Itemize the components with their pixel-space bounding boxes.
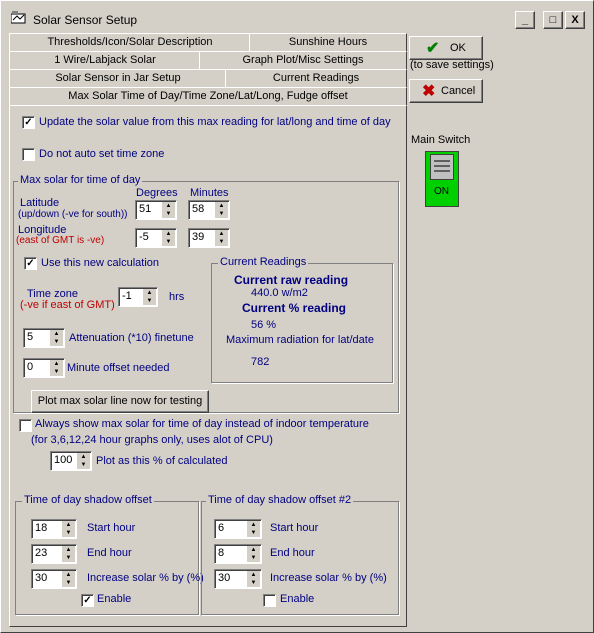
no-auto-timezone-label: Do not auto set time zone [39, 148, 165, 160]
current-readings-group-label: Current Readings [220, 256, 307, 268]
longitude-note: (east of GMT is -ve) [16, 235, 105, 246]
spinner-arrows[interactable]: ▲ ▼ [162, 230, 175, 246]
cancel-button[interactable] [409, 79, 483, 103]
tab-sunshine-hours[interactable]: Sunshine Hours [249, 33, 407, 51]
shadow-offset-1-label: Time of day shadow offset [24, 494, 152, 506]
shadow2-end-spinner[interactable] [214, 544, 262, 564]
cancel-x-icon: ✖ [422, 83, 436, 100]
shadow1-end-value: 23 [35, 547, 48, 559]
shadow2-end-label: End hour [270, 547, 315, 559]
longitude-degrees-value: -5 [139, 231, 149, 243]
attenuation-spinner[interactable] [23, 328, 65, 348]
tab-thresholds[interactable]: Thresholds/Icon/Solar Description [9, 33, 251, 51]
plot-max-solar-button[interactable]: Plot max solar line now for testing [31, 390, 209, 413]
ok-note: (to save settings) [410, 59, 494, 71]
pct-reading-value: 56 % [251, 319, 277, 331]
timezone-label: Time zone [27, 288, 78, 300]
spinner-arrows[interactable]: ▲ ▼ [247, 571, 260, 587]
latitude-label: Latitude [20, 197, 60, 209]
switch-lever [430, 154, 454, 180]
shadow2-start-value: 6 [218, 522, 225, 534]
plot-percent-spinner[interactable] [50, 451, 92, 471]
tab-current-readings[interactable]: Current Readings [225, 69, 407, 87]
max-radiation-title: Maximum radiation for lat/date [226, 334, 374, 346]
minute-offset-spinner[interactable] [23, 358, 65, 378]
shadow1-increase-label: Increase solar % by (%) [87, 572, 204, 584]
use-new-calculation-label: Use this new calculation [41, 257, 160, 269]
shadow1-start-spinner[interactable] [31, 519, 77, 539]
shadow2-start-label: Start hour [270, 522, 319, 534]
shadow1-enable-label: Enable [97, 593, 132, 605]
latitude-note: (up/down (-ve for south)) [18, 209, 128, 220]
update-solar-checkbox[interactable]: ✓ [22, 116, 35, 129]
minute-offset-label: Minute offset needed [67, 362, 170, 374]
cancel-label: Cancel [441, 85, 476, 97]
attenuation-label: Attenuation (*10) finetune [69, 332, 194, 344]
tab-sensor-in-jar[interactable]: Solar Sensor in Jar Setup [9, 69, 227, 87]
spinner-arrows[interactable]: ▲ ▼ [247, 546, 260, 562]
shadow2-enable-checkbox[interactable] [263, 594, 276, 607]
degrees-header: Degrees [136, 187, 178, 199]
window-title: Solar Sensor Setup [33, 13, 138, 27]
plot-percent-label: Plot as this % of calculated [96, 455, 228, 467]
main-switch-label: Main Switch [411, 134, 471, 146]
ok-button[interactable] [409, 36, 483, 60]
longitude-minutes-spinner[interactable] [188, 228, 230, 248]
shadow2-start-spinner[interactable] [214, 519, 262, 539]
timezone-spinner[interactable] [118, 287, 158, 307]
spinner-arrows[interactable]: ▲ ▼ [62, 521, 75, 537]
main-switch-toggle[interactable] [425, 151, 459, 207]
latitude-minutes-value: 58 [192, 203, 205, 215]
shadow2-end-value: 8 [218, 547, 225, 559]
timezone-value: -1 [122, 290, 132, 302]
max-radiation-value: 782 [251, 356, 270, 368]
shadow2-enable-label: Enable [280, 593, 315, 605]
shadow1-increase-value: 30 [35, 572, 48, 584]
longitude-degrees-spinner[interactable] [135, 228, 177, 248]
longitude-minutes-value: 39 [192, 231, 205, 243]
shadow1-enable-checkbox[interactable]: ✓ [81, 594, 94, 607]
latitude-minutes-spinner[interactable] [188, 200, 230, 220]
close-button[interactable]: X [565, 11, 585, 29]
tab-graph-plot[interactable]: Graph Plot/Misc Settings [199, 51, 407, 69]
always-show-note: (for 3,6,12,24 hour graphs only, uses alot of CPU) [31, 434, 273, 446]
raw-reading-title: Current raw reading [234, 273, 349, 287]
shadow1-start-label: Start hour [87, 522, 136, 534]
no-auto-timezone-checkbox[interactable] [22, 148, 35, 161]
shadow1-start-value: 18 [35, 522, 48, 534]
ok-label: OK [450, 42, 466, 54]
switch-state: ON [434, 186, 449, 197]
maximize-button[interactable]: □ [543, 11, 563, 29]
spinner-arrows[interactable]: ▲ ▼ [143, 289, 156, 305]
tab-1wire-labjack[interactable]: 1 Wire/Labjack Solar [9, 51, 201, 69]
longitude-label: Longitude [18, 224, 67, 236]
tab-max-solar[interactable]: Max Solar Time of Day/Time Zone/Lat/Long, Fudge offset [9, 87, 407, 107]
spinner-arrows[interactable]: ▲ ▼ [62, 571, 75, 587]
spinner-arrows[interactable]: ▲ ▼ [215, 230, 228, 246]
use-new-calculation-checkbox[interactable]: ✓ [24, 257, 37, 270]
raw-reading-value: 440.0 w/m2 [251, 287, 308, 299]
shadow2-increase-value: 30 [218, 572, 231, 584]
check-icon: ✔ [426, 40, 440, 57]
attenuation-value: 5 [27, 331, 34, 343]
shadow2-increase-label: Increase solar % by (%) [270, 572, 387, 584]
pct-reading-title: Current % reading [242, 301, 347, 315]
title-bar[interactable] [3, 3, 591, 33]
always-show-label: Always show max solar for time of day instead of indoor temperature [35, 418, 369, 430]
plot-percent-value: 100 [54, 454, 73, 466]
update-solar-label: Update the solar value from this max reading for lat/long and time of day [39, 116, 391, 128]
minutes-header: Minutes [190, 187, 229, 199]
minute-offset-value: 0 [27, 361, 34, 373]
app-sun-icon [11, 11, 27, 25]
shadow2-increase-spinner[interactable] [214, 569, 262, 589]
timezone-note: (-ve if east of GMT) [20, 299, 115, 311]
latitude-degrees-spinner[interactable] [135, 200, 177, 220]
spinner-arrows[interactable]: ▲ ▼ [62, 546, 75, 562]
always-show-checkbox[interactable] [19, 419, 32, 432]
minimize-button[interactable]: _ [515, 11, 535, 29]
spinner-arrows[interactable]: ▲ ▼ [162, 202, 175, 218]
spinner-arrows[interactable]: ▲ ▼ [77, 453, 90, 469]
shadow-offset-2-label: Time of day shadow offset #2 [208, 494, 352, 506]
max-solar-group-label: Max solar for time of day [20, 174, 141, 186]
latitude-degrees-value: 51 [139, 203, 152, 215]
spinner-arrows[interactable]: ▲ ▼ [50, 330, 63, 346]
spinner-arrows[interactable]: ▲ ▼ [215, 202, 228, 218]
shadow1-end-spinner[interactable] [31, 544, 77, 564]
shadow1-increase-spinner[interactable] [31, 569, 77, 589]
shadow1-end-label: End hour [87, 547, 132, 559]
spinner-arrows[interactable]: ▲ ▼ [50, 360, 63, 376]
timezone-unit: hrs [169, 291, 185, 303]
spinner-arrows[interactable]: ▲ ▼ [247, 521, 260, 537]
